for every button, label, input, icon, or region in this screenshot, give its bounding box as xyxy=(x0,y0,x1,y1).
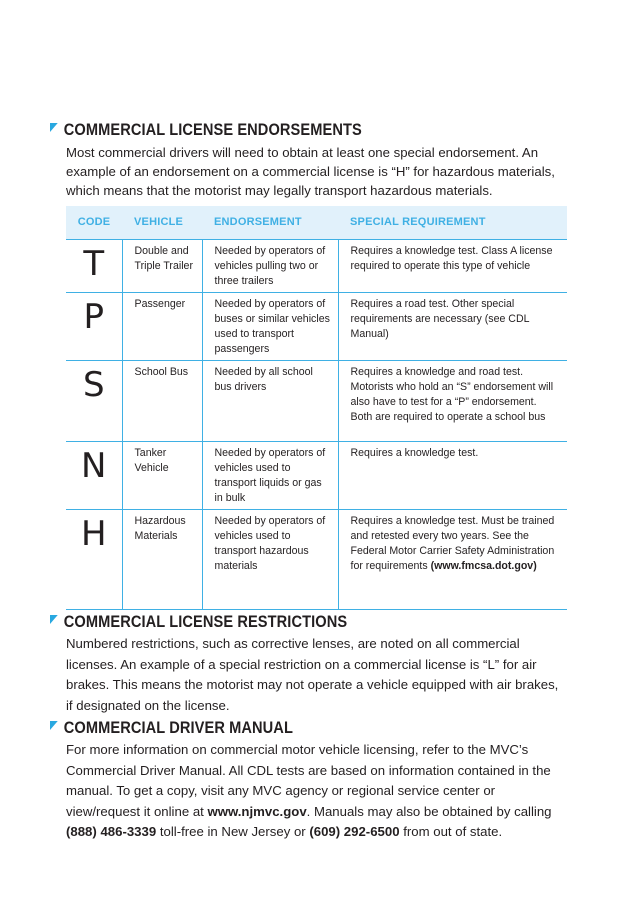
requirement-cell: Requires a knowledge and road test. Motorists who hold an “S” endorsement will also have to test for a “P” endorsement. Both are required to operate a school bus xyxy=(338,360,567,441)
code-cell: H xyxy=(66,509,122,609)
vehicle-cell: School Bus xyxy=(122,360,202,441)
table-row xyxy=(66,292,567,360)
manual-text-part: For more information on commercial motor vehicle licensing, refer to the MVC’s Commercial Driver Manual. All CDL tests are based on information contained in the manual. To get a copy, visit any MVC agency or regional service center or view/request it online at xyxy=(66,742,551,819)
vehicle-cell: Tanker Vehicle xyxy=(122,441,202,509)
manual-text-part: . Manuals may also be obtained by calling xyxy=(306,803,552,819)
section-marker-icon xyxy=(50,123,58,132)
requirement-cell: Requires a knowledge test. Class A license required to operate this type of vehicle xyxy=(338,239,567,292)
endorsements-heading xyxy=(50,120,497,140)
table-row xyxy=(66,360,567,441)
header-endorsement: ENDORSEMENT xyxy=(202,206,338,239)
header-requirement: SPECIAL REQUIREMENT xyxy=(338,206,567,239)
endorsements-section xyxy=(50,120,570,200)
table-row xyxy=(66,509,567,609)
restrictions-section xyxy=(50,612,570,716)
manual-text xyxy=(66,740,563,843)
table-header-row xyxy=(66,206,567,239)
website-link[interactable]: www.njmvc.gov xyxy=(207,803,307,819)
endorsements-table xyxy=(66,206,567,610)
manual-section xyxy=(50,718,570,843)
endorsement-cell: Needed by operators of vehicles pulling two or three trailers xyxy=(202,239,338,292)
vehicle-cell: Passenger xyxy=(122,292,202,360)
requirement-text: Requires a knowledge test. Must be trained and retested every two years. See the Federal Motor Carrier Safety Administration for requirements xyxy=(350,514,555,572)
endorsement-cell: Needed by operators of buses or similar vehicles used to transport passengers xyxy=(202,292,338,360)
code-cell: S xyxy=(66,360,122,441)
requirement-cell: Requires a knowledge test. xyxy=(338,441,567,509)
manual-heading xyxy=(50,718,497,738)
vehicle-cell: Hazardous Materials xyxy=(122,509,202,609)
restrictions-heading xyxy=(50,612,497,632)
vehicle-cell: Double and Triple Trailer xyxy=(122,239,202,292)
endorsement-cell: Needed by all school bus drivers xyxy=(202,360,338,441)
manual-text-part: from out of state. xyxy=(399,824,503,839)
table-row xyxy=(66,239,567,292)
requirement-cell: Requires a road test. Other special requirements are necessary (see CDL Manual) xyxy=(338,292,567,360)
manual-text-part: toll-free in New Jersey or xyxy=(156,824,310,839)
endorsements-intro: Most commercial drivers will need to obtain at least one special endorsement. An example of an endorsement on a commercial license is “H” for hazardous materials, which means that the motorist may legally transport hazardous materials. xyxy=(66,145,555,198)
header-vehicle: VEHICLE xyxy=(122,206,202,239)
endorsement-cell: Needed by operators of vehicles used to transport hazardous materials xyxy=(202,509,338,609)
table-row xyxy=(66,441,567,509)
tollfree-phone[interactable]: (888) 486-3339 xyxy=(66,824,157,839)
restrictions-heading-text: COMMERCIAL LICENSE RESTRICTIONS xyxy=(63,612,348,631)
section-marker-icon xyxy=(50,615,58,624)
fmcsa-link[interactable]: (www.fmcsa.dot.gov) xyxy=(430,559,537,572)
endorsements-heading-text: COMMERCIAL LICENSE ENDORSEMENTS xyxy=(63,120,362,139)
section-marker-icon xyxy=(50,721,58,730)
outofstate-phone[interactable]: (609) 292-6500 xyxy=(309,824,400,839)
code-cell: P xyxy=(66,292,122,360)
header-code: CODE xyxy=(66,206,122,239)
manual-heading-text: COMMERCIAL DRIVER MANUAL xyxy=(63,718,293,737)
code-cell: N xyxy=(66,441,122,509)
requirement-cell xyxy=(338,509,567,609)
endorsement-cell: Needed by operators of vehicles used to transport liquids or gas in bulk xyxy=(202,441,338,509)
code-cell: T xyxy=(66,239,122,292)
restrictions-text: Numbered restrictions, such as corrective lenses, are noted on all commercial licenses. An example of a special restriction on a commercial license is “L” for air brakes. This means the motorist may not operate a vehicle equipped with air brakes, if designated on the license. xyxy=(66,636,559,713)
